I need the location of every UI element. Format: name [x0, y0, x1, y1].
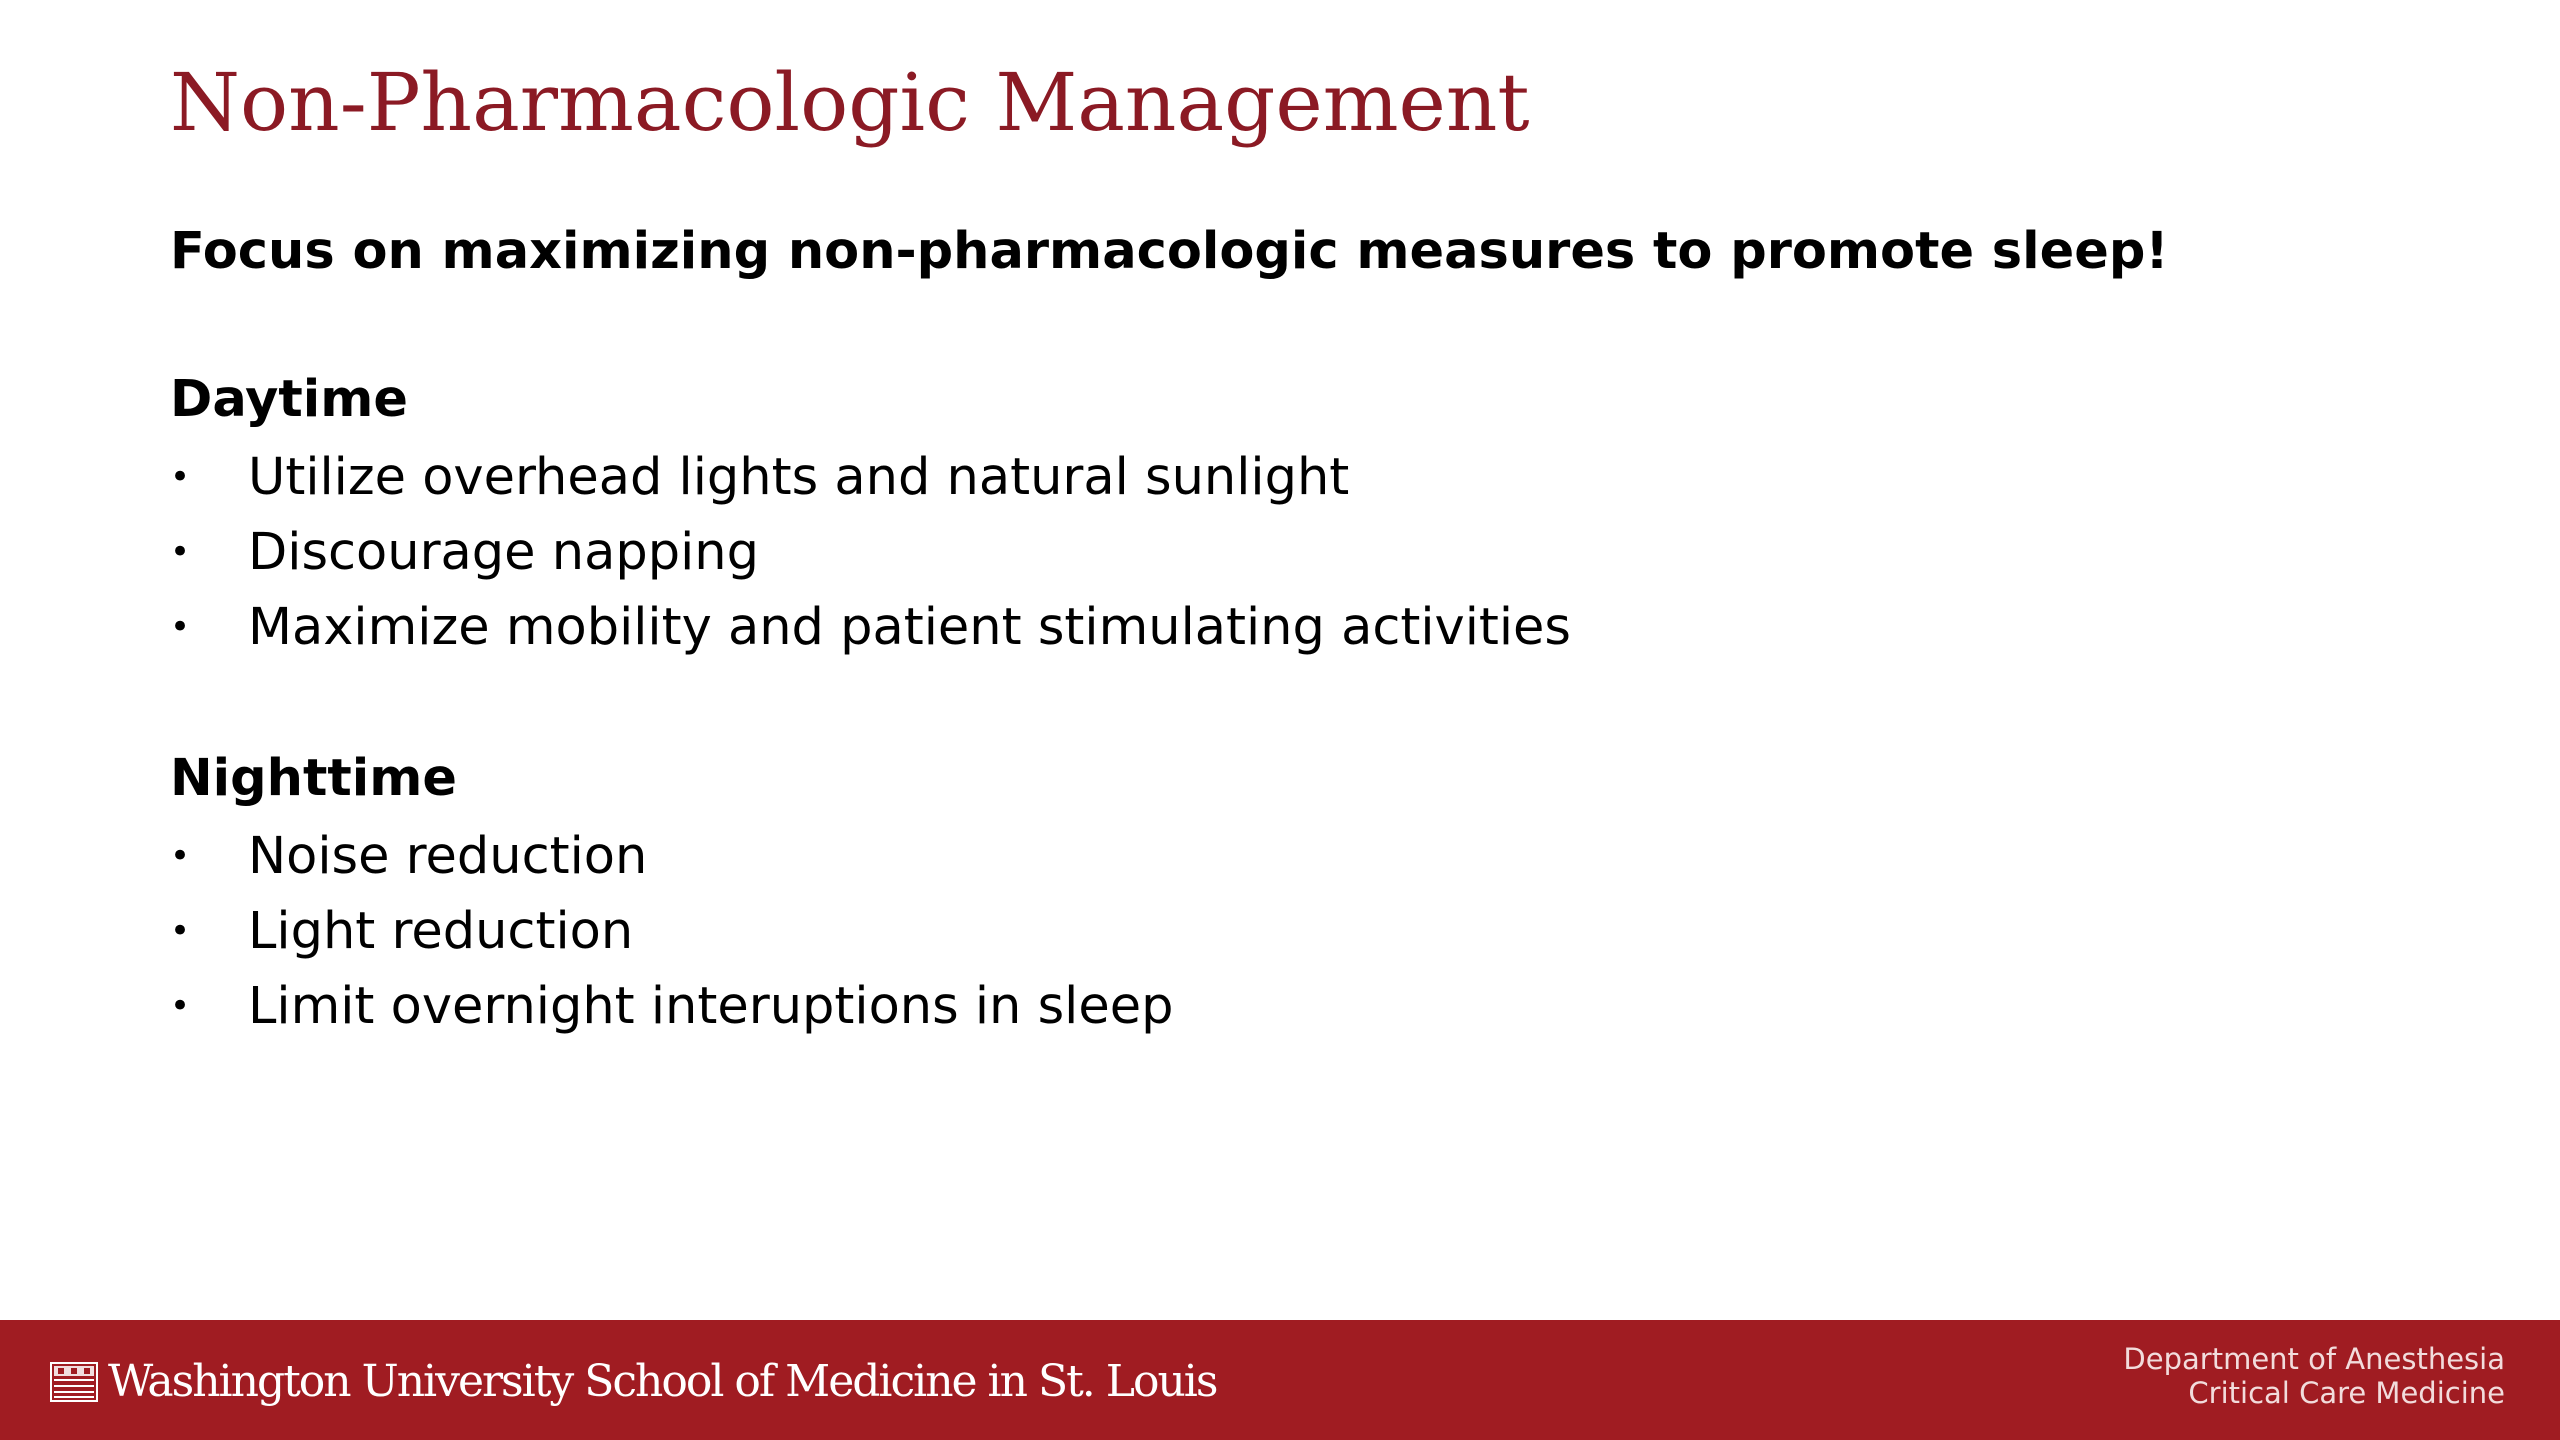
bullet-icon: •	[170, 986, 191, 1026]
department-line-2: Critical Care Medicine	[2188, 1376, 2505, 1410]
bullet-icon: •	[170, 532, 191, 572]
bullet-icon: •	[170, 911, 191, 951]
list-item-text: Utilize overhead lights and natural sunlight	[248, 448, 1350, 507]
department-line-1: Department of Anesthesia	[2123, 1342, 2505, 1376]
section-heading-nighttime: Nighttime	[170, 749, 457, 808]
list-item-text: Light reduction	[248, 902, 634, 961]
bullet-icon: •	[170, 457, 191, 497]
department-label	[2123, 1342, 2505, 1410]
slide-content	[170, 218, 2450, 1044]
list-item	[170, 894, 2450, 969]
list-item-text: Discourage napping	[248, 523, 759, 582]
university-crest-icon	[50, 1362, 98, 1402]
list-item-text: Limit overnight interuptions in sleep	[248, 977, 1174, 1036]
bullet-icon: •	[170, 607, 191, 647]
institution-name: Washington University School of Medicine in St. Louis	[108, 1356, 1217, 1407]
section-daytime	[170, 366, 2450, 665]
list-item	[170, 440, 2450, 515]
bullet-list-nighttime	[170, 819, 2450, 1044]
list-item	[170, 819, 2450, 894]
slide-title: Non-Pharmacologic Management	[170, 56, 1530, 149]
list-item	[170, 590, 2450, 665]
footer-bar	[0, 1320, 2560, 1440]
list-item-text: Maximize mobility and patient stimulating activities	[248, 598, 1571, 657]
list-item	[170, 969, 2450, 1044]
bullet-list-daytime	[170, 440, 2450, 665]
list-item	[170, 515, 2450, 590]
bullet-icon: •	[170, 836, 191, 876]
list-item-text: Noise reduction	[248, 827, 648, 886]
focus-statement: Focus on maximizing non-pharmacologic measures to promote sleep!	[170, 222, 2169, 281]
institution-logo	[50, 1356, 1217, 1407]
section-heading-daytime: Daytime	[170, 370, 409, 429]
section-nighttime	[170, 745, 2450, 1044]
